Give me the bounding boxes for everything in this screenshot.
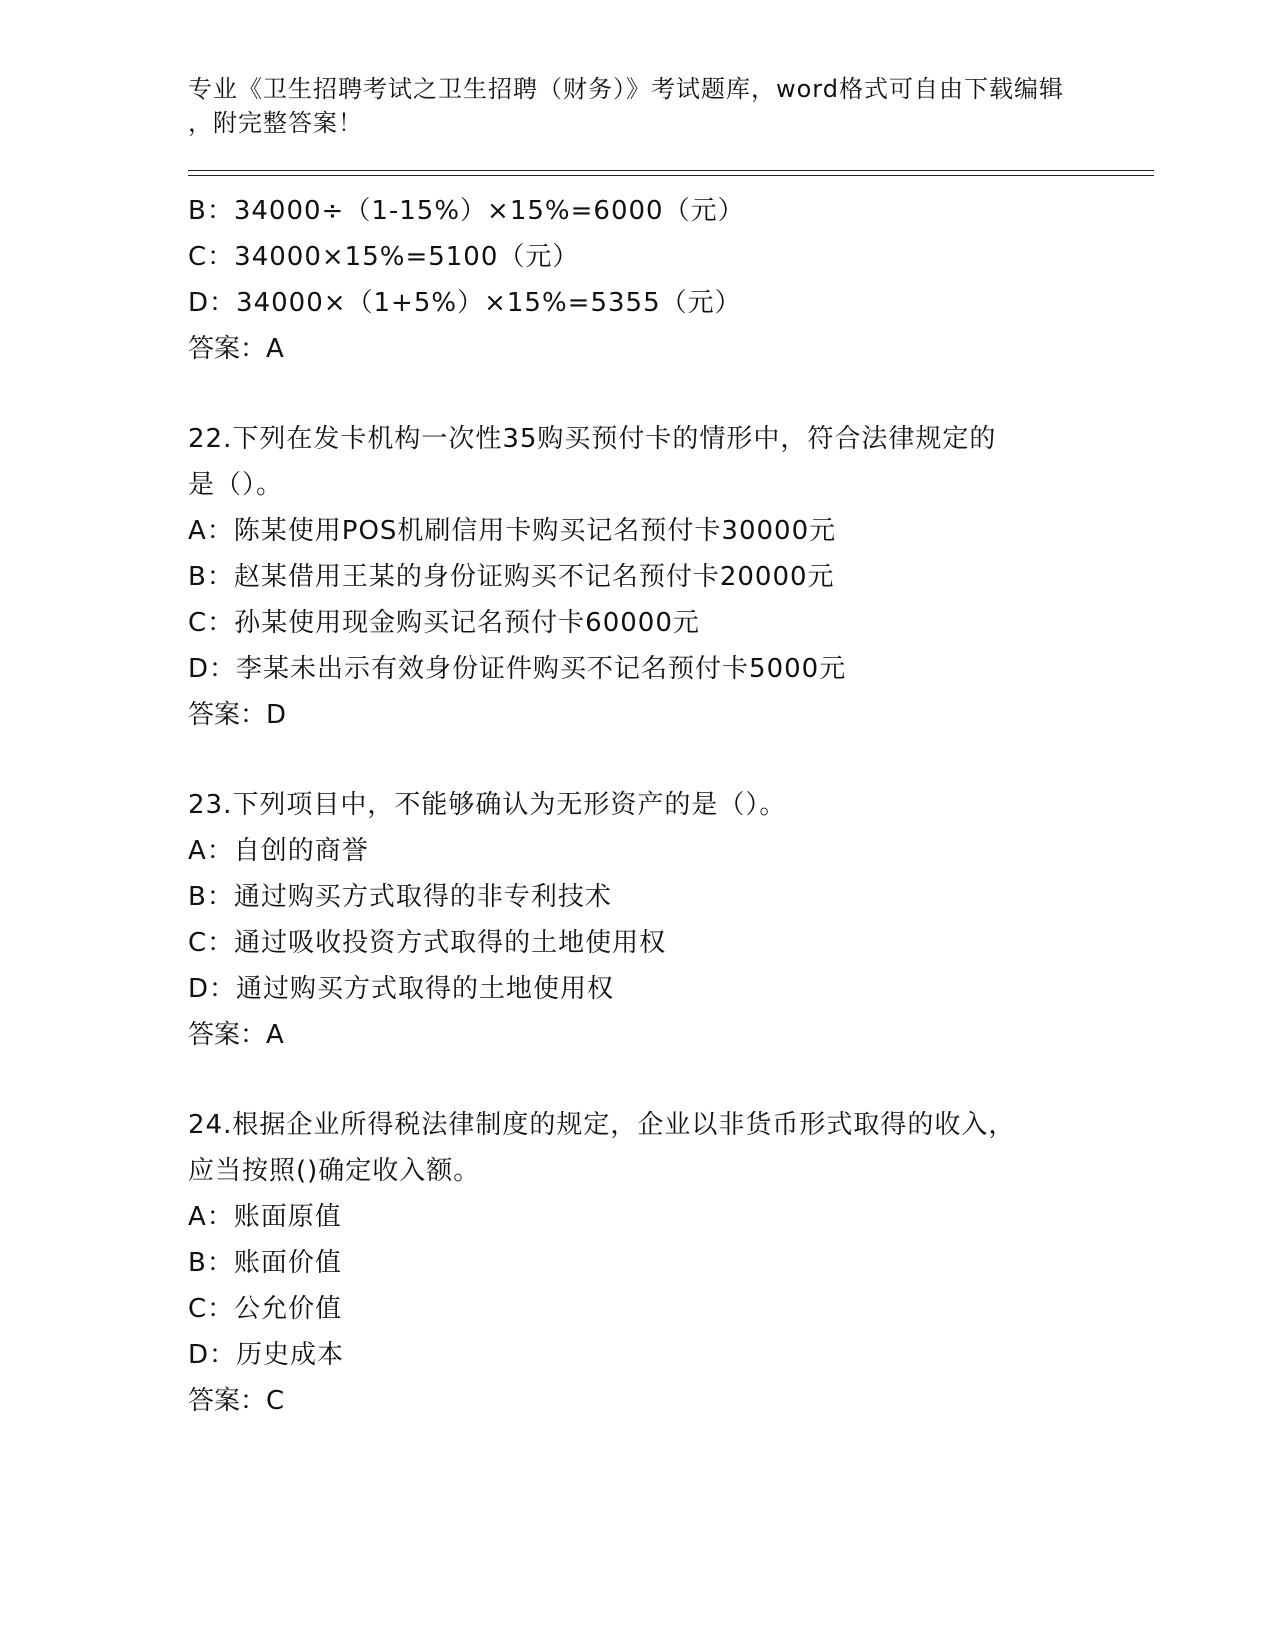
option-c: C：通过吸收投资方式取得的土地使用权 (188, 928, 667, 958)
question-stem-continued: 是（）。 (188, 470, 284, 500)
question-24 (188, 1102, 1088, 1424)
option-a: A：账面原值 (188, 1202, 342, 1232)
option-c: C：孙某使用现金购买记名预付卡60000元 (188, 608, 700, 638)
question-list (188, 188, 1088, 1424)
option-b: B：34000÷（1-15%）×15%=6000（元） (188, 196, 745, 226)
option-c: C：公允价值 (188, 1294, 343, 1324)
header-line-2: ，附完整答案！ (188, 109, 363, 137)
option-a: A：自创的商誉 (188, 836, 369, 866)
option-d: D：历史成本 (188, 1340, 345, 1370)
option-d: D：34000×（1+5%）×15%=5355（元） (188, 288, 742, 318)
option-b: B：赵某借用王某的身份证购买不记名预付卡20000元 (188, 562, 835, 592)
question-stem: 24.根据企业所得税法律制度的规定，企业以非货币形式取得的收入， (188, 1110, 1016, 1140)
header-divider-top (188, 170, 1154, 171)
option-a: A：陈某使用POS机刷信用卡购买记名预付卡30000元 (188, 516, 837, 546)
answer: 答案：D (188, 700, 287, 730)
question-stem: 23.下列项目中，不能够确认为无形资产的是（）。 (188, 790, 787, 820)
question-stem-continued: 应当按照()确定收入额。 (188, 1156, 481, 1186)
question-21 (188, 188, 1088, 372)
answer: 答案：A (188, 1020, 284, 1050)
answer: 答案：A (188, 334, 284, 364)
question-22 (188, 416, 1088, 738)
question-stem: 22.下列在发卡机构一次性35购买预付卡的情形中，符合法律规定的 (188, 424, 997, 454)
header-divider-bottom (188, 175, 1154, 176)
answer: 答案：C (188, 1386, 285, 1416)
option-c: C：34000×15%=5100（元） (188, 242, 580, 272)
document-header (188, 72, 1068, 140)
option-d: D：李某未出示有效身份证件购买不记名预付卡5000元 (188, 654, 847, 684)
header-line-1: 专业《卫生招聘考试之卫生招聘（财务）》考试题库，word格式可自由下载编辑 (188, 75, 1064, 103)
question-23 (188, 782, 1088, 1058)
option-d: D：通过购买方式取得的土地使用权 (188, 974, 615, 1004)
option-b: B：账面价值 (188, 1248, 342, 1278)
option-b: B：通过购买方式取得的非专利技术 (188, 882, 612, 912)
